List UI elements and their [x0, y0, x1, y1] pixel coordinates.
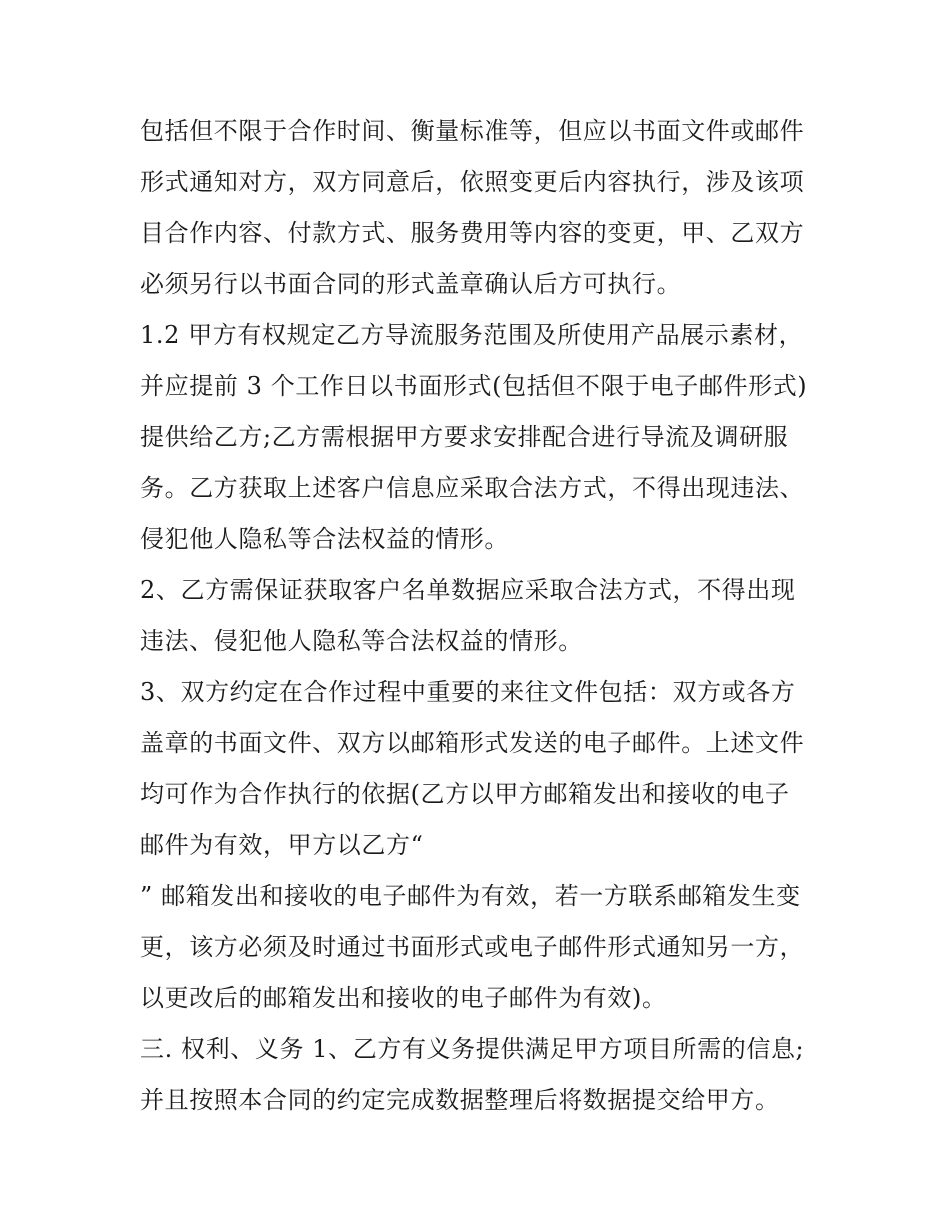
- text-line: 均可作为合作执行的依据(乙方以甲方邮箱发出和接收的电子: [140, 780, 790, 808]
- text-line: 目合作内容、付款方式、服务费用等内容的变更，甲、乙双方: [140, 219, 805, 247]
- text-line: 邮件为有效，甲方以乙方“: [140, 831, 424, 859]
- text-line: 3、双方约定在合作过程中重要的来往文件包括：双方或各方: [140, 678, 796, 706]
- text-line: 1.2 甲方有权规定乙方导流服务范围及所使用产品展示素材，: [140, 321, 804, 349]
- text-line: 形式通知对方，双方同意后，依照变更后内容执行，涉及该项: [140, 168, 805, 196]
- text-line: 违法、侵犯他人隐私等合法权益的情形。: [140, 627, 583, 655]
- text-line: 并应提前 3 个工作日以书面形式(包括但不限于电子邮件形式): [140, 372, 808, 400]
- text-line: 以更改后的邮箱发出和接收的电子邮件为有效)。: [140, 984, 667, 1012]
- text-line: 三. 权利、义务 1、乙方有义务提供满足甲方项目所需的信息;: [140, 1035, 805, 1063]
- text-line: ” 邮箱发出和接收的电子邮件为有效，若一方联系邮箱发生变: [140, 882, 801, 910]
- text-line: 提供给乙方;乙方需根据甲方要求安排配合进行导流及调研服: [140, 423, 789, 451]
- text-line: 盖章的书面文件、双方以邮箱形式发送的电子邮件。上述文件: [140, 729, 805, 757]
- text-line: 务。乙方获取上述客户信息应采取合法方式，不得出现违法、: [140, 474, 805, 502]
- text-line: 并且按照本合同的约定完成数据整理后将数据提交给甲方。: [140, 1086, 780, 1114]
- text-line: 侵犯他人隐私等合法权益的情形。: [140, 525, 509, 553]
- text-line: 更，该方必须及时通过书面形式或电子邮件形式通知另一方，: [140, 933, 805, 961]
- text-line: 2、乙方需保证获取客户名单数据应采取合法方式，不得出现: [140, 576, 796, 604]
- text-line: 必须另行以书面合同的形式盖章确认后方可执行。: [140, 270, 682, 298]
- text-line: 包括但不限于合作时间、衡量标准等，但应以书面文件或邮件: [140, 117, 805, 145]
- contract-text: [140, 106, 820, 1126]
